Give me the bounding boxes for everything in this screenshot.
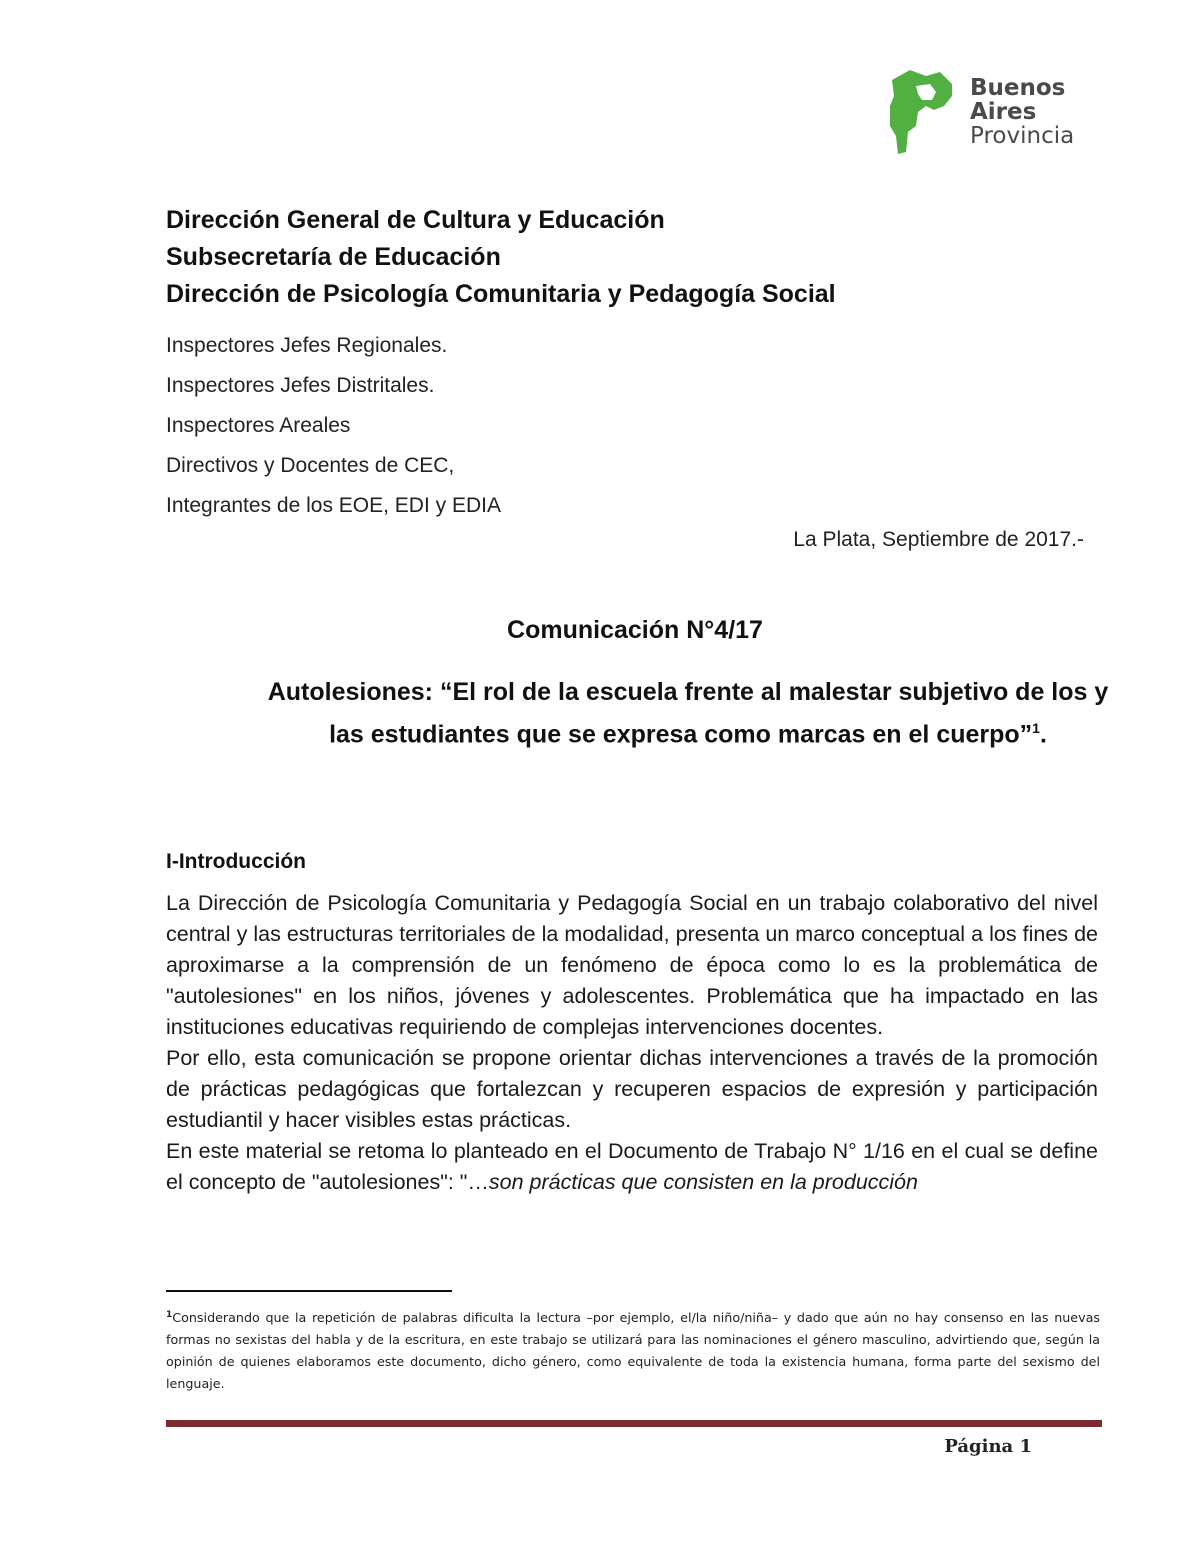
- recipient-list: [166, 326, 501, 526]
- logo-line-2: Aires: [970, 99, 1037, 125]
- quoted-definition: son prácticas que consisten en la producción: [488, 1170, 918, 1194]
- province-map-icon: [886, 66, 958, 156]
- paragraph: Por ello, esta comunicación se propone orientar dichas intervenciones a través de la promoción de prácticas pedagógicas que fortalezcan y recuperen espacios de expresión y participación estudiantil y hacer visibles estas prácticas.: [166, 1046, 1098, 1132]
- document-title-end: .: [1039, 720, 1047, 749]
- document-date: La Plata, Septiembre de 2017.-: [793, 528, 1084, 551]
- document-title-text: Autolesiones: “El rol de la escuela frente al malestar subjetivo de los y las estudiantes que se expresa como marcas en el cuerpo”: [267, 678, 1109, 749]
- recipient-item: Integrantes de los EOE, EDI y EDIA: [166, 494, 501, 517]
- logo-wordmark: [970, 76, 1074, 148]
- footnote-reference[interactable]: 1: [1032, 720, 1040, 736]
- footer-rule: [166, 1420, 1102, 1427]
- section-heading: I-Introducción: [166, 850, 306, 873]
- logo-line-3: Provincia: [970, 123, 1075, 149]
- institution-header: [166, 202, 1106, 313]
- recipient-item: Inspectores Areales: [166, 414, 351, 437]
- logo-line-1: Buenos: [970, 75, 1066, 101]
- document-title: [266, 674, 1110, 752]
- paragraph-text: En este material se retoma lo planteado en el Documento de Trabajo N° 1/16 en el cual se define el concepto de "autolesiones": "…: [166, 1139, 1098, 1194]
- section-body: [166, 888, 1098, 1198]
- footnote: [166, 1304, 1100, 1395]
- recipient-item: Directivos y Docentes de CEC,: [166, 454, 455, 477]
- recipient-item: Inspectores Jefes Regionales.: [166, 334, 448, 357]
- header-line-2: Subsecretaría de Educación: [166, 243, 501, 271]
- buenos-aires-provincia-logo: [886, 66, 1086, 158]
- page-number: Página 1: [944, 1436, 1032, 1457]
- footnote-text: Considerando que la repetición de palabras dificulta la lectura –por ejemplo, el/la niño/niña– y dado que aún no hay consenso en las nuevas formas no sexistas del habla y de la escritura, en este trabajo se utilizará para las nominaciones el género masculino, advirtiendo que, según la opinión de quienes elaboramos este documento, dicho género, como equivalente de toda la existencia humana, forma parte del sexismo del lenguaje.: [166, 1310, 1100, 1392]
- header-line-1: Dirección General de Cultura y Educación: [166, 206, 665, 234]
- footnote-mark: 1: [166, 1310, 173, 1320]
- footnote-separator: [166, 1290, 452, 1292]
- paragraph: La Dirección de Psicología Comunitaria y Pedagogía Social en un trabajo colaborativo del nivel central y las estructuras territoriales de la modalidad, presenta un marco conceptual a los fines de aproximarse a la comprensión de un fenómeno de época como lo es la problemática de "autolesiones" en los niños, jóvenes y adolescentes. Problemática que ha impactado en las instituciones educativas requiriendo de complejas intervenciones docentes.: [166, 891, 1098, 1039]
- communication-title: Comunicación N°4/17: [507, 616, 763, 644]
- header-line-3: Dirección de Psicología Comunitaria y Pedagogía Social: [166, 280, 836, 308]
- recipient-item: Inspectores Jefes Distritales.: [166, 374, 435, 397]
- paragraph: [166, 1136, 1098, 1198]
